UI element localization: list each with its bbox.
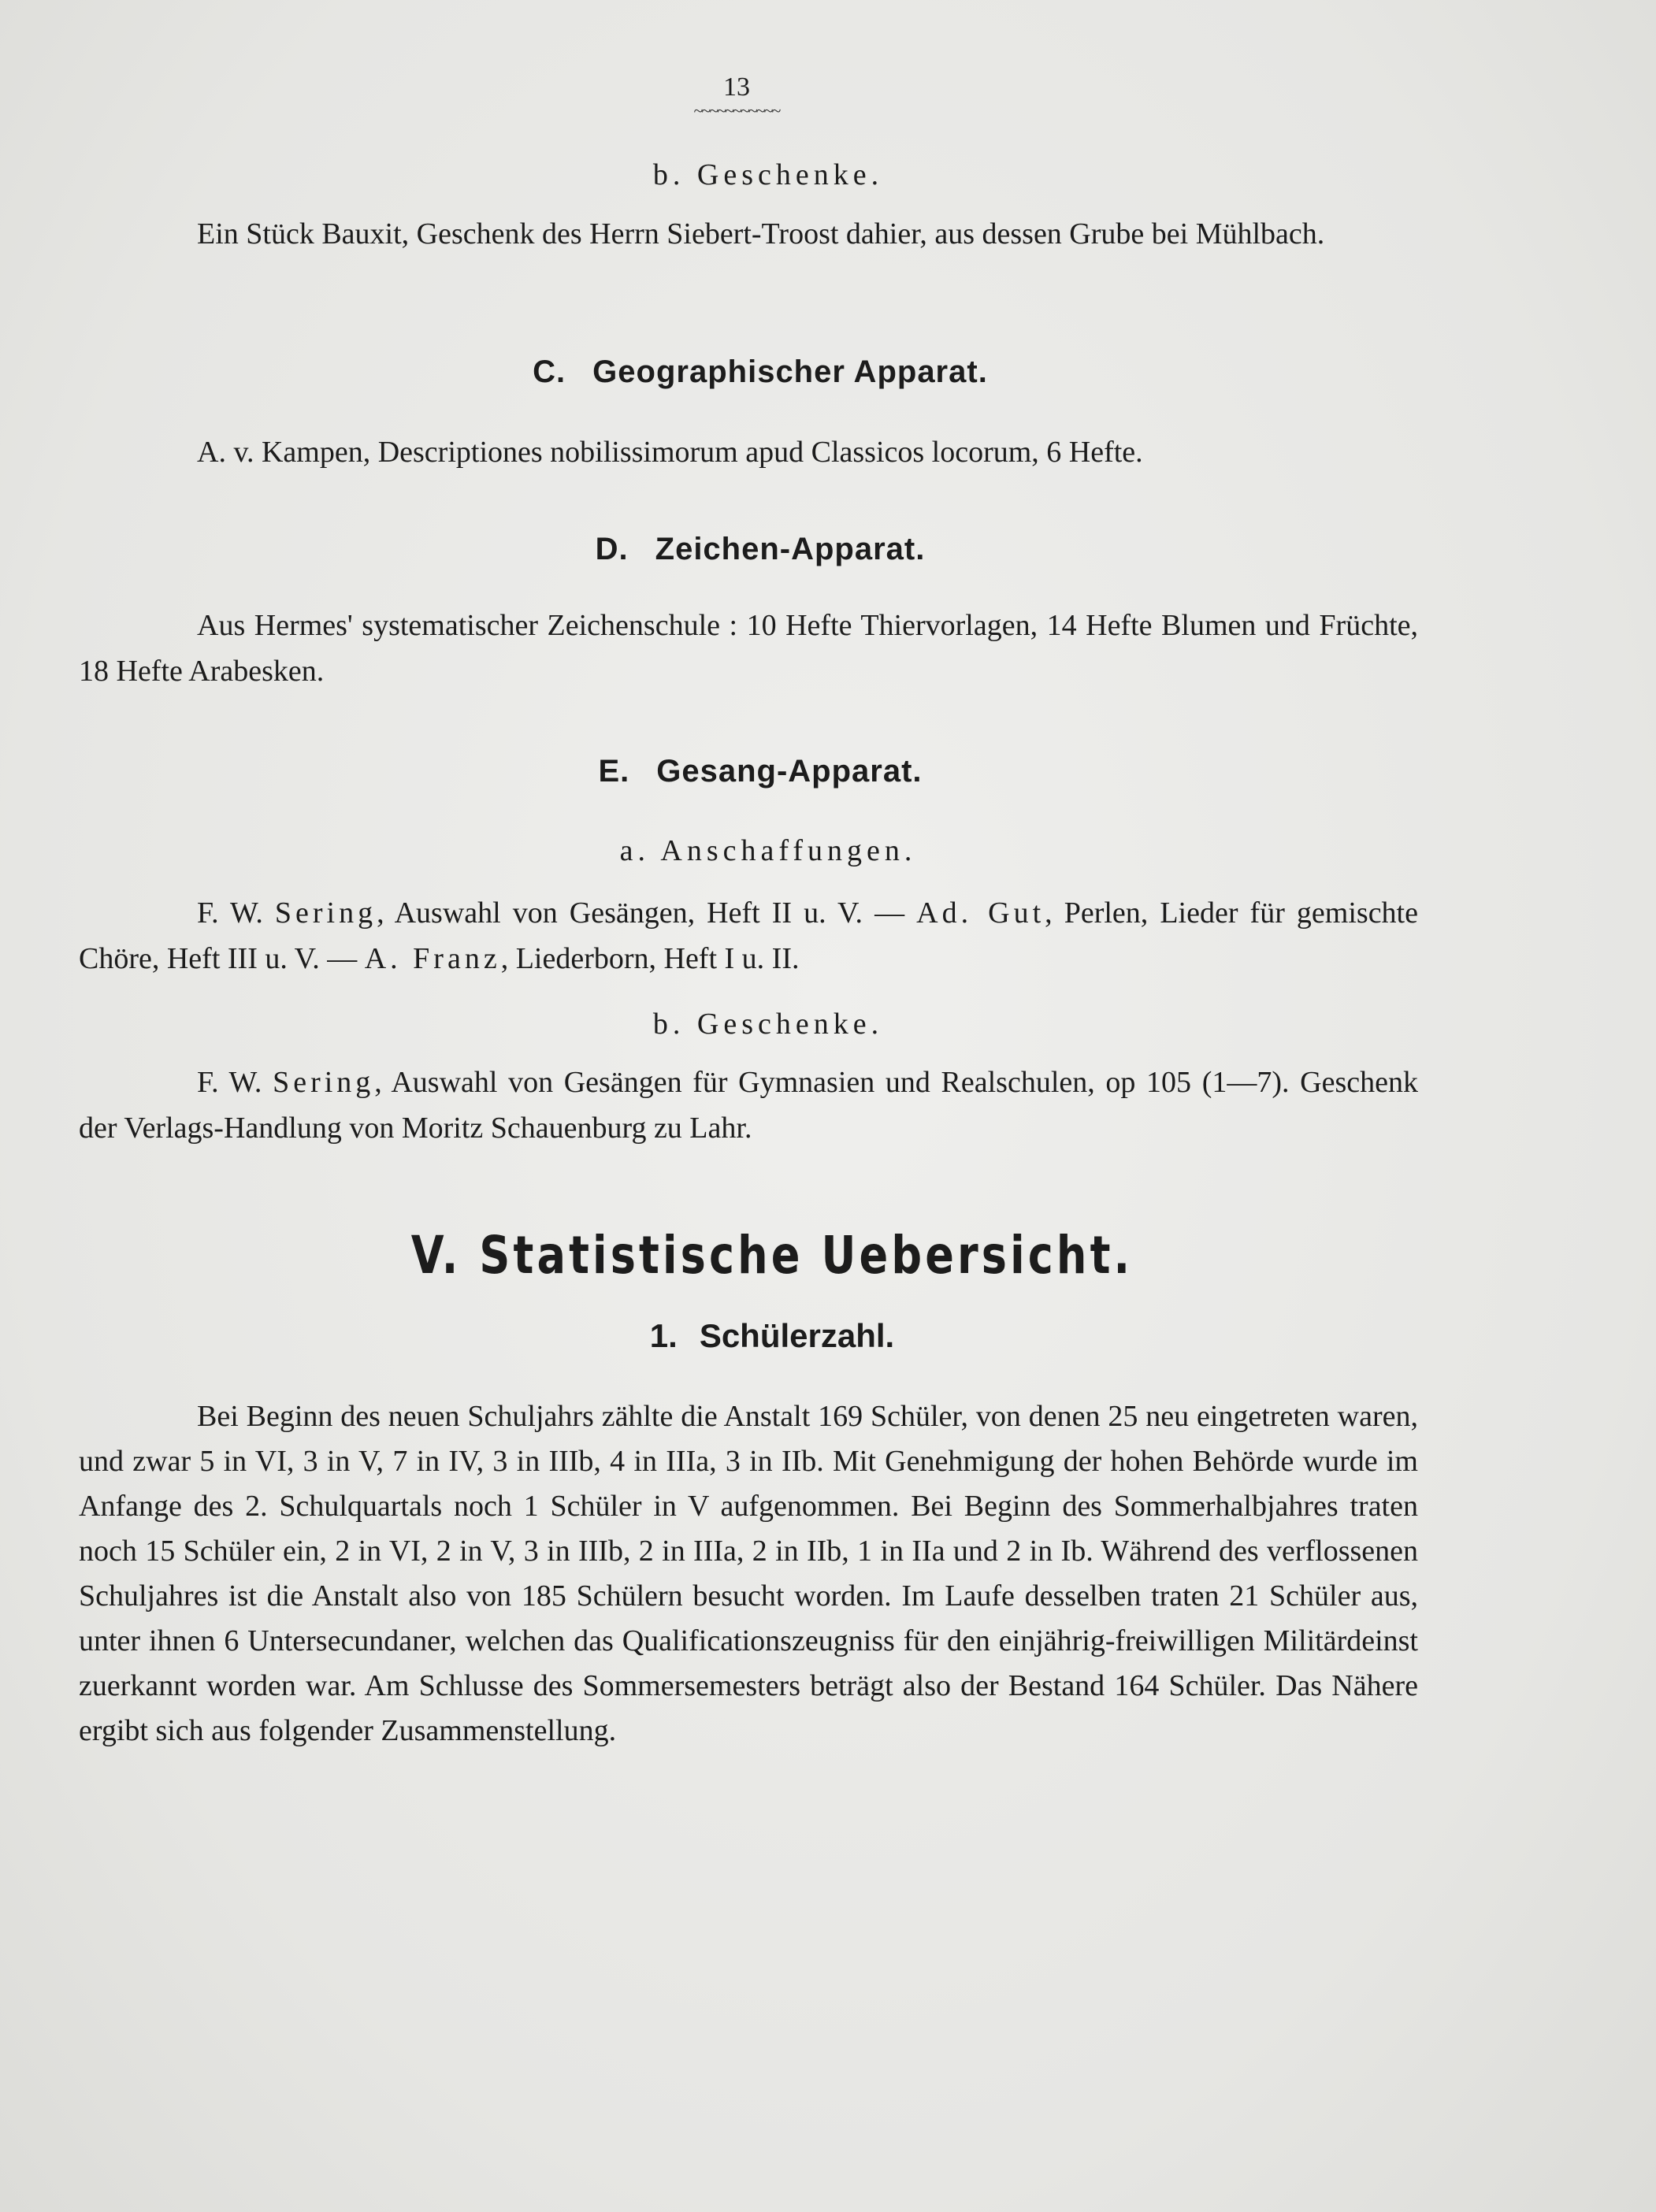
text-segment: , Perlen, Lieder für gemischte Chöre, Heft III u. V. — [79, 896, 1418, 975]
page-number: 13 [723, 72, 750, 102]
author-name-gut: Ad. Gut [916, 896, 1045, 930]
text-segment: , Liederborn, Heft I u. II. [500, 942, 800, 975]
paragraph-hermes: Aus Hermes' systematischer Zeichenschule : 10 Hefte Thiervorlagen, 14 Hefte Blumen und Früchte, 18 Hefte Arabesken. [79, 609, 1418, 688]
section-number: 1. [649, 1317, 678, 1354]
heading-gesang-apparat [0, 754, 1520, 789]
text-segment: F. W. [197, 896, 275, 930]
heading-title-e: Gesang-Apparat. [656, 754, 923, 789]
chapter-title: V. Statistische Uebersicht. [410, 1225, 1134, 1286]
heading-title-d: Zeichen-Apparat. [655, 532, 926, 566]
author-name-sering: Sering [274, 896, 377, 930]
subheading-geschenke-2: b. Geschenke. [652, 1008, 884, 1041]
heading-zeichen-apparat [0, 532, 1520, 567]
text-segment: , Auswahl von Gesängen für Gymnasien und Realschulen, op 105 (1—7). Geschenk der Verlags-Handlung von Moritz Schauenburg zu Lahr. [79, 1066, 1418, 1145]
author-name-franz: A. Franz [364, 942, 501, 975]
heading-title-c: Geographischer Apparat. [592, 354, 988, 389]
paragraph-anschaffungen [79, 890, 1418, 982]
page-number-ornament: ~~~~~~~~~~~ [693, 101, 780, 121]
section-heading-schuelerzahl [0, 1317, 1544, 1355]
paragraph-bauxit-gift: Ein Stück Bauxit, Geschenk des Herrn Siebert-Troost dahier, aus dessen Grube bei Mühlbach. [197, 217, 1325, 251]
subheading-anschaffungen: a. Anschaffungen. [619, 834, 917, 867]
text-segment: , Auswahl von Gesängen, Heft II u. V. — [377, 896, 917, 930]
author-name-sering: Sering [273, 1066, 375, 1099]
paragraph-geschenke-gesang [79, 1060, 1418, 1151]
subheading-geschenke-1: b. Geschenke. [652, 158, 884, 191]
paragraph-kampen: A. v. Kampen, Descriptiones nobilissimorum apud Classicos locorum, 6 Hefte. [197, 436, 1143, 469]
heading-letter-c: C. [533, 354, 566, 389]
paragraph-schuelerzahl: Bei Beginn des neuen Schuljahrs zählte die Anstalt 169 Schüler, von denen 25 neu eingetreten waren, und zwar 5 in VI, 3 in V, 7 in IV, 3 in IIIb, 4 in IIIa, 3 in IIb. Mit Genehmigung der hohen Behörde wurde im Anfange des 2. Schulquartals noch 1 Schüler in V aufgenommen. Bei Beginn des Sommerhalbjahres traten noch 15 Schüler ein, 2 in VI, 2 in V, 3 in IIIb, 2 in IIIa, 2 in IIb, 1 in IIa und 2 in Ib. Während des verflossenen Schuljahres ist die Anstalt also von 185 Schülern besucht worden. Im Laufe desselben traten 21 Schüler aus, unter ihnen 6 Untersecundaner, welchen das Qualificationszeugniss für den einjährig-freiwilligen Militärdeinst zuerkannt worden war. Am Schlusse des Sommersemesters beträgt also der Bestand 164 Schüler. Das Nähere ergibt sich aus folgender Zusammenstellung. [79, 1400, 1418, 1747]
section-title: Schülerzahl. [699, 1317, 895, 1354]
text-segment: F. W. [197, 1066, 273, 1099]
heading-geographischer-apparat [0, 354, 1520, 390]
heading-letter-e: E. [598, 754, 630, 789]
heading-letter-d: D. [595, 532, 629, 566]
